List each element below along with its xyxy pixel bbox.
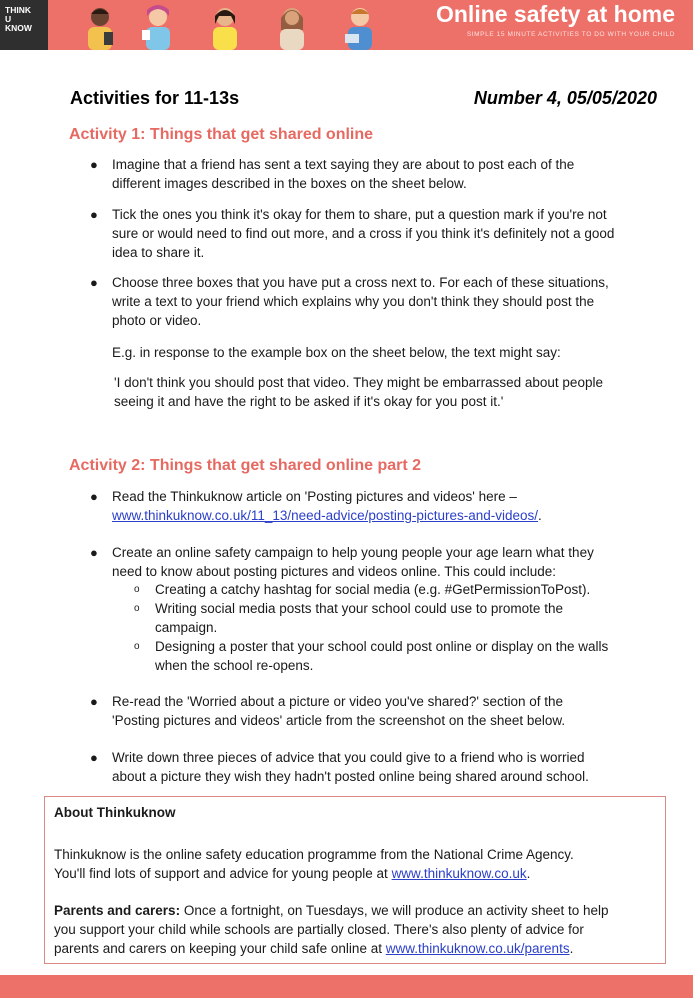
- paragraph-text: You'll find lots of support and advice for young people at: [54, 866, 392, 881]
- list-item: [90, 748, 672, 786]
- sub-list-item: [134, 580, 665, 599]
- activity-2-heading: Activity 2: Things that get shared online part 2: [69, 457, 422, 474]
- list-item-line: about a picture they wish they hadn't posted online being shared around school.: [112, 769, 589, 784]
- example-quote: [114, 373, 603, 411]
- list-item-line: need to know about posting pictures and videos online. This could include:: [112, 564, 557, 579]
- thinkuknow-home-link[interactable]: www.thinkuknow.co.uk: [391, 866, 527, 881]
- paragraph-line: [54, 864, 654, 883]
- list-item-line: Read the Thinkuknow article on 'Posting pictures and videos' here –: [112, 489, 517, 504]
- thinkuknow-logo: [0, 0, 48, 50]
- child-illustration-icon: [138, 4, 178, 50]
- page-title: Activities for 11-13s: [70, 88, 240, 108]
- list-item-line: Write down three pieces of advice that you could give to a friend who is worried: [112, 750, 585, 765]
- sub-item-line: Designing a poster that your school could post online or display on the walls: [155, 639, 609, 654]
- list-item: [90, 205, 672, 262]
- bullet-icon: ●: [90, 489, 98, 504]
- list-item-line: Tick the ones you think it's okay for them to share, put a question mark if you're not: [112, 207, 607, 222]
- list-item-line: idea to share it.: [112, 245, 205, 260]
- thinkuknow-parents-link[interactable]: www.thinkuknow.co.uk/parents: [385, 941, 570, 956]
- issue-number-date: Number 4, 05/05/2020: [473, 88, 657, 108]
- list-item-line: Imagine that a friend has sent a text saying they are about to post each of the: [112, 157, 575, 172]
- list-item-line: different images described in the boxes on the sheet below.: [112, 176, 467, 191]
- hollow-bullet-icon: o: [134, 584, 140, 595]
- activity-1-heading: Activity 1: Things that get shared online: [69, 126, 374, 143]
- quote-line: seeing it and have the right to be asked if it's okay for you post it.': [114, 394, 504, 409]
- punctuation: .: [569, 941, 574, 956]
- paragraph-line: [54, 901, 654, 920]
- punctuation: .: [526, 866, 531, 881]
- list-item-line: 'Posting pictures and videos' article from the screenshot on the sheet below.: [112, 713, 566, 728]
- sub-item-line: Writing social media posts that your school could use to promote the: [155, 601, 563, 616]
- hollow-bullet-icon: o: [134, 603, 140, 614]
- logo-line: KNOW: [5, 23, 32, 33]
- paragraph-line: Thinkuknow is the online safety education programme from the National Crime Agency.: [54, 847, 574, 862]
- header-banner: [0, 0, 693, 50]
- parents-paragraph: [54, 901, 654, 958]
- quote-line: 'I don't think you should post that video. They might be embarrassed about people: [114, 375, 603, 390]
- sub-item-line: campaign.: [155, 620, 218, 635]
- sub-list-item: [134, 637, 665, 675]
- bullet-icon: ●: [90, 275, 98, 290]
- about-paragraph: [54, 845, 654, 883]
- list-item: [90, 487, 672, 525]
- bullet-icon: ●: [90, 750, 98, 765]
- list-item-line: [112, 506, 672, 525]
- paragraph-text: parents and carers on keeping your child safe online at: [54, 941, 386, 956]
- banner-subtitle: SIMPLE 15 MINUTE ACTIVITIES TO DO WITH YOUR CHILD: [466, 31, 675, 38]
- about-heading: About Thinkuknow: [54, 805, 176, 820]
- sub-list-item: [134, 599, 665, 637]
- about-thinkuknow-box: [44, 796, 666, 964]
- hollow-bullet-icon: o: [134, 641, 140, 652]
- paragraph-line: [54, 939, 654, 958]
- list-item-line: Create an online safety campaign to help young people your age learn what they: [112, 545, 594, 560]
- list-item-line: photo or video.: [112, 313, 202, 328]
- bullet-icon: ●: [90, 694, 98, 709]
- bullet-icon: ●: [90, 157, 98, 172]
- posting-pictures-article-link[interactable]: www.thinkuknow.co.uk/11_13/need-advice/posting-pictures-and-videos/: [112, 508, 538, 523]
- child-illustration-icon: [340, 4, 380, 50]
- list-item-line: Re-read the 'Worried about a picture or video you've shared?' section of the: [112, 694, 563, 709]
- punctuation: .: [538, 508, 542, 523]
- example-intro: E.g. in response to the example box on the sheet below, the text might say:: [112, 345, 561, 360]
- sub-item-line: when the school re-opens.: [155, 658, 314, 673]
- list-item: [90, 273, 672, 330]
- logo-line: U: [5, 14, 12, 24]
- paragraph-line: you support your child while schools are partially closed. There's also plenty of advice for: [54, 922, 584, 937]
- bullet-icon: ●: [90, 207, 98, 222]
- child-illustration-icon: [205, 4, 245, 50]
- footer-bar: [0, 975, 693, 998]
- list-item-line: sure or would need to find out more, and a cross if you think it's definitely not a good: [112, 226, 615, 241]
- list-item: [90, 543, 672, 581]
- bullet-icon: ●: [90, 545, 98, 560]
- list-item: [90, 692, 672, 730]
- logo-line: THINK: [5, 5, 31, 15]
- sub-item-line: Creating a catchy hashtag for social media (e.g. #GetPermissionToPost).: [155, 582, 591, 597]
- parents-label: Parents and carers:: [54, 903, 181, 918]
- child-illustration-icon: [80, 4, 120, 50]
- list-item: [90, 155, 672, 193]
- child-illustration-icon: [272, 4, 312, 50]
- list-item-line: Choose three boxes that you have put a cross next to. For each of these situations,: [112, 275, 609, 290]
- list-item-line: write a text to your friend which explains why you don't think they should post the: [112, 294, 595, 309]
- paragraph-text: Once a fortnight, on Tuesdays, we will produce an activity sheet to help: [180, 903, 609, 918]
- banner-title: Online safety at home: [435, 1, 675, 27]
